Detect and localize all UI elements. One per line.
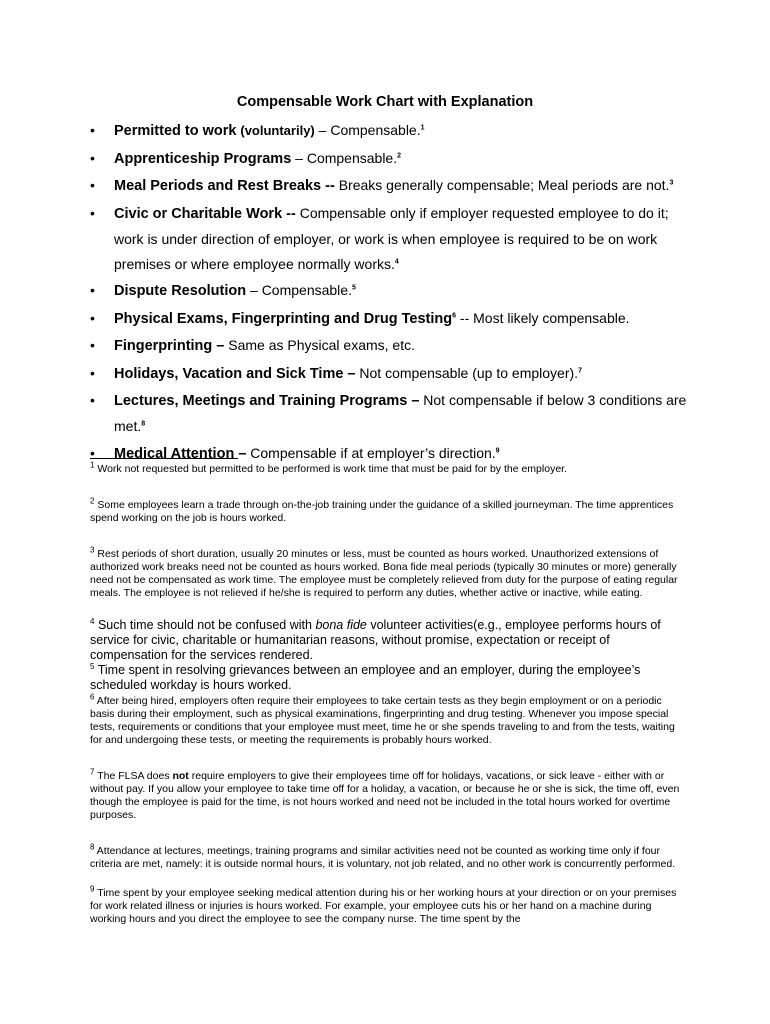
footnote-text: Time spent by your employee seeking medical attention during his or her working hours at your direction or on your premises for work related illness or injuries is hours worked. For example, your employee cuts his or her hand on a machine during working hours and you direct the employee to see the company nurse. The time spent by the xyxy=(90,887,677,925)
footnote-number: 3 xyxy=(90,545,95,555)
compensable-work-list xyxy=(90,118,690,468)
item-heading: Lectures, Meetings and Training Programs – xyxy=(114,393,420,409)
footnote-text: Some employees learn a trade through on-the-job training under the guidance of a skilled journeyman. The time apprentices spend working on the job is hours worked. xyxy=(90,499,674,524)
bullet-icon: • xyxy=(90,122,95,138)
list-item xyxy=(90,201,690,277)
footnote-text: Such time should not be confused with xyxy=(97,618,316,632)
bullet-icon: • xyxy=(90,444,95,461)
footnote-text: Work not requested but permitted to be performed is work time that must be paid for by the employer. xyxy=(97,463,567,475)
footnote-text: After being hired, employers often require their employees to take certain tests as they begin employment or on a periodic basis during their employment, such as physical examinations, fingerprinting and drug testing. Whenever you impose special tests, requirements or conditions that your employee must meet, time he or she spends traveling to and from the tests, waiting for and undergoing these tests, or meeting the requirements is probably hours worked. xyxy=(90,695,675,746)
footnote-number: 6 xyxy=(90,692,95,702)
footnote xyxy=(90,884,684,926)
item-text: -- Most likely compensable. xyxy=(456,309,630,326)
footnote-ref[interactable]: 8 xyxy=(141,420,146,428)
list-item xyxy=(90,173,690,199)
footnote-text: Attendance at lectures, meetings, training programs and similar activities need not be counted as working time only if four criteria are met, namely: it is outside normal hours, it is voluntary, not job related, and no other work is concurrently performed. xyxy=(90,845,676,870)
bullet-icon: • xyxy=(90,204,95,221)
footnote-number: 9 xyxy=(90,884,95,894)
footnote xyxy=(90,767,684,822)
footnote xyxy=(90,663,684,693)
item-text: Not compensable (up to employer). xyxy=(355,364,579,381)
footnote-ref[interactable]: 9 xyxy=(495,446,500,454)
footnote-number: 4 xyxy=(90,616,95,626)
item-heading: Dispute Resolution xyxy=(114,283,247,299)
item-text: Compensable if at employer’s direction. xyxy=(246,444,496,461)
item-heading: Civic or Charitable Work -- xyxy=(114,205,296,222)
footnote xyxy=(90,460,684,476)
bullet-icon: • xyxy=(90,337,95,353)
bullet-icon: • xyxy=(90,282,95,298)
bullet-icon: • xyxy=(90,177,95,193)
list-item xyxy=(90,118,690,144)
bullet-icon: • xyxy=(90,149,95,166)
footnote-number: 7 xyxy=(90,767,95,777)
item-heading: Apprenticeship Programs xyxy=(114,150,292,167)
item-heading: Permitted to work xyxy=(114,123,237,139)
item-heading: Meal Periods and Rest Breaks -- xyxy=(114,178,335,194)
item-text: Same as Physical exams, etc. xyxy=(224,337,415,353)
footnote-ref[interactable]: 2 xyxy=(397,151,402,159)
footnote-ref[interactable]: 6 xyxy=(452,311,457,319)
list-item xyxy=(90,361,690,387)
footnote xyxy=(90,545,684,600)
list-item xyxy=(90,388,690,439)
footnote-number: 8 xyxy=(90,842,95,852)
item-text: Not compensable if below 3 conditions are met. xyxy=(114,392,687,434)
footnote-ref[interactable]: 1 xyxy=(420,124,425,132)
footnote-text: require employers to give their employees time off for holidays, vacations, or sick leave - either with or without pay. If you allow your employee to take time off for a holiday, a vacation, or because he or she is sick, the time off, even though the employee is paid for the time, is not hours worked and need not be included in the total hours worked for overtime purposes. xyxy=(90,770,680,821)
footnote-separator xyxy=(90,458,238,459)
bullet-icon: • xyxy=(90,364,95,381)
item-heading: Holidays, Vacation and Sick Time – xyxy=(114,365,356,382)
item-text: – Compensable. xyxy=(291,149,398,166)
footnote-number: 5 xyxy=(90,661,95,671)
footnote-text: The FLSA does xyxy=(97,770,173,782)
item-heading: Medical Attention – xyxy=(114,445,247,462)
list-item xyxy=(90,146,690,172)
footnote-text: Time spent in resolving grievances between an employee and an employer, during the employee’s scheduled workday is hours worked. xyxy=(90,663,641,692)
footnote-text: Rest periods of short duration, usually 20 minutes or less, must be counted as hours worked. Unauthorized extensions of authorized work breaks need not be counted as hours worked. Bona fide meal periods (typically 30 minutes or more) generally need not be compensated as work time. The employee must be completely relieved from duty for the purpose of eating regular meals. The employee is not relieved if he/she is required to perform any duties, whether active or inactive, while eating. xyxy=(90,548,678,599)
footnote xyxy=(90,496,684,525)
list-item xyxy=(90,278,690,304)
footnote-text: volunteer activities(e.g., employee performs hours of service for civic, charitable or humanitarian reasons, without promise, expectation or receipt of compensation for the services rendered. xyxy=(90,618,661,662)
footnote xyxy=(90,618,684,663)
footnote-ref[interactable]: 4 xyxy=(394,257,399,265)
list-item xyxy=(90,306,690,332)
item-text: Compensable only if employer requested employee to do it; work is under direction of employer, or work is when employee is required to be on work premises or where employee normally works. xyxy=(114,204,669,272)
footnote-ref[interactable]: 7 xyxy=(578,366,582,374)
footnote-number: 2 xyxy=(90,496,95,506)
item-text: – Compensable. xyxy=(246,282,352,298)
footnote-ref[interactable]: 3 xyxy=(669,179,674,187)
item-heading-note: (voluntarily) xyxy=(240,123,315,138)
footnote-emphasis: bona fide xyxy=(315,618,367,632)
footnote-number: 1 xyxy=(90,460,95,470)
footnote xyxy=(90,842,684,871)
footnote-emphasis: not xyxy=(172,770,189,782)
footnote-ref[interactable]: 5 xyxy=(351,284,356,292)
bullet-icon: • xyxy=(90,309,95,326)
item-text: – Compensable. xyxy=(314,122,421,138)
list-item xyxy=(90,333,690,359)
item-heading: Fingerprinting – xyxy=(114,338,225,354)
item-heading: Physical Exams, Fingerprinting and Drug Testing xyxy=(114,310,453,327)
footnote xyxy=(90,692,684,747)
item-text: Breaks generally compensable; Meal periods are not. xyxy=(334,177,670,193)
bullet-icon: • xyxy=(90,392,95,408)
page-title: Compensable Work Chart with Explanation xyxy=(236,94,534,110)
